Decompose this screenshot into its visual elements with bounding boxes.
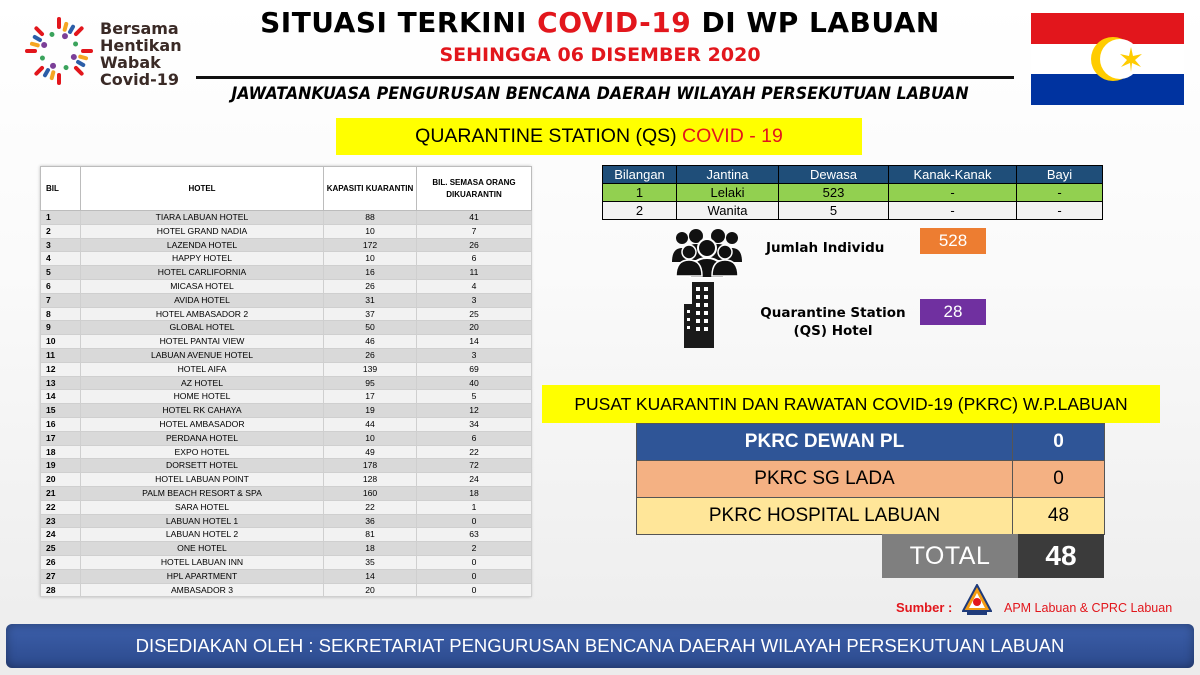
- jumlah-individu-value: 528: [920, 228, 986, 254]
- hotel-name: HOME HOTEL: [81, 390, 324, 404]
- hotel-name: AZ HOTEL: [81, 376, 324, 390]
- current-count-cell: 20: [417, 321, 532, 335]
- row-number: 1: [41, 211, 81, 225]
- hotel-name: AMBASADOR 3: [81, 583, 324, 597]
- gender-cell: -: [1017, 184, 1103, 202]
- row-number: 27: [41, 569, 81, 583]
- capacity-cell: 128: [324, 473, 417, 487]
- capacity-cell: 10: [324, 252, 417, 266]
- row-number: 5: [41, 266, 81, 280]
- logo-line: Wabak: [100, 53, 161, 72]
- hotel-name: HOTEL LABUAN INN: [81, 555, 324, 569]
- qs-banner: [336, 118, 862, 155]
- hotel-name: SARA HOTEL: [81, 500, 324, 514]
- capacity-cell: 44: [324, 417, 417, 431]
- total-label: TOTAL: [882, 534, 1018, 578]
- table-row: [41, 376, 532, 390]
- gender-cell: 5: [779, 202, 889, 220]
- capacity-cell: 10: [324, 224, 417, 238]
- page-title: [200, 6, 1000, 39]
- hotel-name: HOTEL PANTAI VIEW: [81, 335, 324, 349]
- capacity-cell: 50: [324, 321, 417, 335]
- campaign-logo-text: [100, 20, 210, 88]
- current-count-cell: 6: [417, 252, 532, 266]
- row-number: 21: [41, 486, 81, 500]
- source-text: APM Labuan & CPRC Labuan: [1004, 601, 1173, 615]
- gender-cell: -: [1017, 202, 1103, 220]
- table-row: [41, 528, 532, 542]
- logo-line: Hentikan: [100, 36, 182, 55]
- row-number: 7: [41, 293, 81, 307]
- source-label: Sumber :: [896, 600, 953, 615]
- gender-header: Dewasa: [779, 166, 889, 184]
- header-divider: [196, 76, 1014, 79]
- pkrc-row-sg-lada: [637, 461, 1105, 498]
- table-row: [41, 445, 532, 459]
- row-number: 26: [41, 555, 81, 569]
- current-count-cell: 0: [417, 514, 532, 528]
- gender-table-header-row: [603, 166, 1103, 184]
- table-row: [41, 390, 532, 404]
- current-count-cell: 12: [417, 404, 532, 418]
- current-count-cell: 18: [417, 486, 532, 500]
- capacity-cell: 88: [324, 211, 417, 225]
- table-row: [41, 431, 532, 445]
- table-row: [41, 279, 532, 293]
- pkrc-table: [636, 423, 1105, 535]
- capacity-cell: 16: [324, 266, 417, 280]
- row-number: 20: [41, 473, 81, 487]
- pkrc-value: 48: [1013, 498, 1105, 535]
- qs-hotel-label-line: Quarantine Station: [760, 305, 906, 321]
- table-row: [41, 266, 532, 280]
- qs-banner-prefix: QUARANTINE STATION (QS): [415, 125, 683, 147]
- hotel-name: TIARA LABUAN HOTEL: [81, 211, 324, 225]
- hotel-name: HOTEL AIFA: [81, 362, 324, 376]
- hotel-name: HOTEL GRAND NADIA: [81, 224, 324, 238]
- burst-logo-icon: [22, 14, 96, 88]
- table-row: [41, 211, 532, 225]
- people-group-icon: [668, 228, 746, 278]
- hotel-name: AVIDA HOTEL: [81, 293, 324, 307]
- capacity-cell: 17: [324, 390, 417, 404]
- row-number: 28: [41, 583, 81, 597]
- row-number: 23: [41, 514, 81, 528]
- hotel-name: DORSETT HOTEL: [81, 459, 324, 473]
- hotel-name: HOTEL CARLIFORNIA: [81, 266, 324, 280]
- current-count-cell: 4: [417, 279, 532, 293]
- table-row: [41, 569, 532, 583]
- jumlah-individu-label: Jumlah Individu: [766, 240, 885, 256]
- table-row: [41, 224, 532, 238]
- capacity-cell: 19: [324, 404, 417, 418]
- pkrc-name: PKRC SG LADA: [637, 461, 1013, 498]
- logo-line: Covid-19: [100, 70, 180, 89]
- current-count-cell: 3: [417, 293, 532, 307]
- capacity-cell: 172: [324, 238, 417, 252]
- table-row: [41, 500, 532, 514]
- table-row: [41, 417, 532, 431]
- capacity-cell: 49: [324, 445, 417, 459]
- hotel-name: LABUAN HOTEL 2: [81, 528, 324, 542]
- current-count-cell: 40: [417, 376, 532, 390]
- gender-cell: 1: [603, 184, 677, 202]
- gender-cell: -: [889, 184, 1017, 202]
- row-number: 18: [41, 445, 81, 459]
- table-row: [41, 542, 532, 556]
- capacity-cell: 26: [324, 348, 417, 362]
- building-icon: [684, 282, 720, 348]
- hotel-name: HOTEL AMBASADOR 2: [81, 307, 324, 321]
- campaign-logo: [22, 14, 202, 94]
- hotel-table: [40, 166, 532, 597]
- current-count-cell: 0: [417, 569, 532, 583]
- table-row: [41, 335, 532, 349]
- current-count-cell: 5: [417, 390, 532, 404]
- pkrc-row-dewan-pl: [637, 424, 1105, 461]
- hotel-table-body: [41, 211, 532, 597]
- pkrc-value: 0: [1013, 461, 1105, 498]
- hotel-name: HOTEL RK CAHAYA: [81, 404, 324, 418]
- table-row: [41, 238, 532, 252]
- row-number: 25: [41, 542, 81, 556]
- gender-table: [602, 165, 1103, 220]
- table-row: [41, 555, 532, 569]
- row-number: 9: [41, 321, 81, 335]
- pkrc-banner: PUSAT KUARANTIN DAN RAWATAN COVID-19 (PKRC) W.P.LABUAN: [542, 385, 1160, 423]
- current-count-cell: 0: [417, 555, 532, 569]
- capacity-cell: 46: [324, 335, 417, 349]
- header-semasa: BIL. SEMASA ORANG DIKUARANTIN: [417, 167, 532, 211]
- current-count-cell: 22: [417, 445, 532, 459]
- row-number: 19: [41, 459, 81, 473]
- pkrc-value: 0: [1013, 424, 1105, 461]
- gender-cell: -: [889, 202, 1017, 220]
- title-suffix: DI WP LABUAN: [691, 6, 940, 39]
- row-number: 11: [41, 348, 81, 362]
- qs-banner-highlight: COVID - 19: [682, 125, 783, 147]
- row-number: 15: [41, 404, 81, 418]
- row-number: 3: [41, 238, 81, 252]
- current-count-cell: 41: [417, 211, 532, 225]
- hotel-name: EXPO HOTEL: [81, 445, 324, 459]
- table-row: [41, 404, 532, 418]
- row-number: 8: [41, 307, 81, 321]
- row-number: 12: [41, 362, 81, 376]
- current-count-cell: 14: [417, 335, 532, 349]
- header-hotel: HOTEL: [81, 167, 324, 211]
- row-number: 13: [41, 376, 81, 390]
- hotel-name: HPL APARTMENT: [81, 569, 324, 583]
- current-count-cell: 1: [417, 500, 532, 514]
- gender-header: Bayi: [1017, 166, 1103, 184]
- row-number: 6: [41, 279, 81, 293]
- hotel-name: GLOBAL HOTEL: [81, 321, 324, 335]
- table-row: [41, 348, 532, 362]
- capacity-cell: 26: [324, 279, 417, 293]
- gender-header: Bilangan: [603, 166, 677, 184]
- gender-cell: Lelaki: [677, 184, 779, 202]
- qs-hotel-label: [752, 304, 914, 340]
- table-row: [41, 252, 532, 266]
- capacity-cell: 36: [324, 514, 417, 528]
- current-count-cell: 7: [417, 224, 532, 238]
- hotel-table-header-row: [41, 167, 532, 211]
- row-number: 14: [41, 390, 81, 404]
- pkrc-name: PKRC DEWAN PL: [637, 424, 1013, 461]
- hotel-name: HOTEL AMBASADOR: [81, 417, 324, 431]
- gender-row-lelaki: [603, 184, 1103, 202]
- capacity-cell: 160: [324, 486, 417, 500]
- capacity-cell: 22: [324, 500, 417, 514]
- capacity-cell: 31: [324, 293, 417, 307]
- capacity-cell: 37: [324, 307, 417, 321]
- current-count-cell: 69: [417, 362, 532, 376]
- current-count-cell: 24: [417, 473, 532, 487]
- row-number: 24: [41, 528, 81, 542]
- hotel-name: ONE HOTEL: [81, 542, 324, 556]
- capacity-cell: 20: [324, 583, 417, 597]
- capacity-cell: 35: [324, 555, 417, 569]
- logo-line: Bersama: [100, 19, 179, 38]
- header-kapasiti: KAPASITI KUARANTIN: [324, 167, 417, 211]
- row-number: 17: [41, 431, 81, 445]
- table-row: [41, 293, 532, 307]
- page-subtitle: SEHINGGA 06 DISEMBER 2020: [439, 44, 761, 66]
- current-count-cell: 0: [417, 583, 532, 597]
- gender-cell: 523: [779, 184, 889, 202]
- current-count-cell: 34: [417, 417, 532, 431]
- title-highlight: COVID-19: [537, 6, 692, 39]
- table-row: [41, 583, 532, 597]
- hotel-name: LABUAN AVENUE HOTEL: [81, 348, 324, 362]
- table-row: [41, 307, 532, 321]
- table-row: [41, 514, 532, 528]
- current-count-cell: 72: [417, 459, 532, 473]
- labuan-flag-icon: [1031, 13, 1184, 105]
- hotel-table-panel: [40, 166, 531, 597]
- current-count-cell: 11: [417, 266, 532, 280]
- gender-cell: Wanita: [677, 202, 779, 220]
- organization-line: JAWATANKUASA PENGURUSAN BENCANA DAERAH WILAYAH PERSEKUTUAN LABUAN: [231, 84, 969, 103]
- capacity-cell: 178: [324, 459, 417, 473]
- apm-emblem-icon: [962, 584, 992, 616]
- hotel-name: HAPPY HOTEL: [81, 252, 324, 266]
- gender-row-wanita: [603, 202, 1103, 220]
- hotel-name: LABUAN HOTEL 1: [81, 514, 324, 528]
- current-count-cell: 2: [417, 542, 532, 556]
- qs-hotel-value: 28: [920, 299, 986, 325]
- capacity-cell: 18: [324, 542, 417, 556]
- current-count-cell: 25: [417, 307, 532, 321]
- current-count-cell: 6: [417, 431, 532, 445]
- pkrc-row-hospital-labuan: [637, 498, 1105, 535]
- gender-cell: 2: [603, 202, 677, 220]
- pkrc-name: PKRC HOSPITAL LABUAN: [637, 498, 1013, 535]
- capacity-cell: 10: [324, 431, 417, 445]
- header-bil: BIL: [41, 167, 81, 211]
- gender-header: Kanak-Kanak: [889, 166, 1017, 184]
- gender-header: Jantina: [677, 166, 779, 184]
- hotel-name: PALM BEACH RESORT & SPA: [81, 486, 324, 500]
- table-row: [41, 362, 532, 376]
- current-count-cell: 3: [417, 348, 532, 362]
- row-number: 22: [41, 500, 81, 514]
- current-count-cell: 63: [417, 528, 532, 542]
- table-row: [41, 473, 532, 487]
- table-row: [41, 321, 532, 335]
- qs-hotel-label-line: (QS) Hotel: [793, 323, 873, 339]
- row-number: 10: [41, 335, 81, 349]
- row-number: 2: [41, 224, 81, 238]
- capacity-cell: 81: [324, 528, 417, 542]
- capacity-cell: 139: [324, 362, 417, 376]
- total-value: 48: [1018, 534, 1104, 578]
- hotel-name: MICASA HOTEL: [81, 279, 324, 293]
- table-row: [41, 459, 532, 473]
- table-row: [41, 486, 532, 500]
- current-count-cell: 26: [417, 238, 532, 252]
- capacity-cell: 14: [324, 569, 417, 583]
- row-number: 16: [41, 417, 81, 431]
- hotel-name: PERDANA HOTEL: [81, 431, 324, 445]
- hotel-name: HOTEL LABUAN POINT: [81, 473, 324, 487]
- row-number: 4: [41, 252, 81, 266]
- title-prefix: SITUASI TERKINI: [260, 6, 538, 39]
- footer-banner: DISEDIAKAN OLEH : SEKRETARIAT PENGURUSAN BENCANA DAERAH WILAYAH PERSEKUTUAN LABUAN: [6, 624, 1194, 668]
- capacity-cell: 95: [324, 376, 417, 390]
- hotel-name: LAZENDA HOTEL: [81, 238, 324, 252]
